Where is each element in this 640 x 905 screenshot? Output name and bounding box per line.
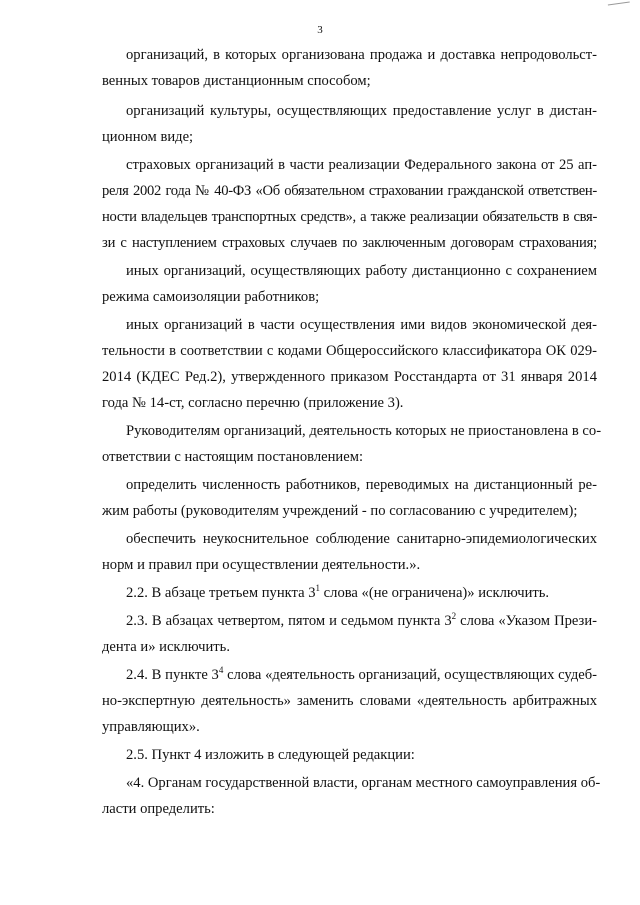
page-number: 3	[317, 24, 323, 36]
text-line: организаций культуры, осуществляющих предоставление услуг в дистан-	[126, 103, 597, 119]
text-line: 2014 (КДЕС Ред.2), утвержденного приказом Росстандарта от 31 января 2014	[102, 369, 597, 385]
text-segment: 2.3. В абзацах четвертом, пятом и седьмом пункта 3	[126, 613, 452, 629]
text-line: реля 2002 года № 40-ФЗ «Об обязательном страховании гражданской ответствен-	[102, 183, 597, 199]
text-line: управляющих».	[102, 719, 200, 735]
text-line: 2.5. Пункт 4 изложить в следующей редакции:	[126, 747, 415, 763]
text-line: «4. Органам государственной власти, органам местного самоуправления об-	[126, 775, 601, 791]
text-line: но-экспертную деятельность» заменить словами «деятельность арбитражных	[102, 693, 597, 709]
text-line: года № 14-ст, согласно перечню (приложение 3).	[102, 395, 404, 411]
text-segment: 2.4. В пункте 3	[126, 667, 219, 683]
text-segment: 2.2. В абзаце третьем пункта 3	[126, 585, 316, 601]
text-line: ласти определить:	[102, 801, 215, 817]
text-segment: слова «деятельность организаций, осуществляющих судеб-	[223, 667, 598, 683]
text-line: страховых организаций в части реализации Федерального закона от 25 ап-	[126, 157, 597, 173]
text-segment: слова «Указом Прези-	[456, 613, 597, 629]
text-segment: слова «(не ограничена)» исключить.	[320, 585, 550, 601]
text-line: иных организаций в части осуществления ими видов экономической дея-	[126, 317, 597, 333]
text-line: иных организаций, осуществляющих работу дистанционно с сохранением	[126, 263, 597, 279]
text-line: организаций, в которых организована продажа и доставка непродовольст-	[126, 47, 597, 63]
text-line: ответствии с настоящим постановлением:	[102, 449, 364, 465]
text-line: обеспечить неукоснительное соблюдение санитарно-эпидемиологических	[126, 531, 597, 547]
scan-mark	[608, 1, 630, 8]
text-line: тельности в соответствии с кодами Общероссийского классификатора ОК 029-	[102, 343, 597, 359]
superscript: 1	[315, 583, 321, 594]
text-line: дента и» исключить.	[102, 639, 230, 655]
paragraph-2-2	[126, 584, 597, 602]
text-line: режима самоизоляции работников;	[102, 289, 320, 305]
paragraph-2-4	[126, 666, 597, 684]
text-line: ности владельцев транспортных средств», а также реализации обязательств в свя-	[102, 209, 597, 225]
superscript: 2	[451, 611, 457, 622]
text-line: определить численность работников, переводимых на дистанционный ре-	[126, 477, 597, 493]
text-line: Руководителям организаций, деятельность которых не приостановлена в со-	[126, 423, 602, 439]
text-line: норм и правил при осуществлении деятельности.».	[102, 557, 421, 573]
text-line: жим работы (руководителям учреждений - по согласованию с учредителем);	[102, 503, 578, 519]
text-line: венных товаров дистанционным способом;	[102, 73, 371, 89]
text-line: ционном виде;	[102, 129, 194, 145]
text-line: зи с наступлением страховых случаев по заключенным договорам страхования;	[102, 235, 597, 251]
superscript: 4	[218, 665, 224, 676]
paragraph-2-3	[126, 612, 597, 630]
